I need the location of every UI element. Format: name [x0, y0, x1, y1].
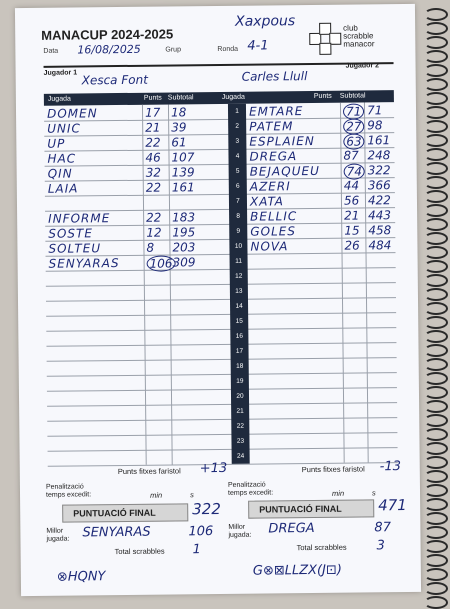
p2-sub: 484 [368, 238, 392, 253]
round-label: Ronda [217, 45, 239, 53]
row-number: 7 [236, 197, 240, 205]
row-number: 14 [235, 302, 243, 310]
p1-best-word: SENYARAS [82, 524, 151, 541]
p1-penalty-label: Penalització temps excedit: [45, 483, 92, 499]
p1-pts: 22 [145, 135, 161, 150]
p1-sub: 61 [171, 135, 187, 150]
row-number: 17 [235, 347, 244, 355]
p1-word: LAIA [47, 181, 79, 196]
row-number: 19 [236, 377, 244, 385]
p2-word: NOVA [250, 239, 289, 254]
p2-sub: 458 [368, 223, 392, 238]
p1-pts: 22 [146, 210, 162, 225]
p2-pts: 26 [344, 238, 360, 253]
p1-final-score: 322 [192, 499, 221, 519]
p1-word: DOMEN [46, 106, 98, 121]
row-number: 2 [235, 122, 240, 130]
p2-word: XATA [249, 194, 285, 209]
p2-penalty-label: Penalització temps excedit: [227, 481, 274, 497]
p1-sub: 183 [172, 210, 196, 225]
p1-sub: 203 [172, 240, 196, 255]
p2-best-word: DREGA [268, 521, 315, 537]
p2-best-label: Millor jugada: [228, 523, 252, 539]
p1-pts: 46 [145, 150, 161, 165]
p1-sub: 309 [172, 255, 196, 270]
p2-sub: 443 [368, 208, 392, 223]
player1-name: Xesca Font [81, 72, 148, 88]
row-number: 22 [236, 422, 244, 430]
date-label: Data [43, 47, 59, 55]
p1-word: UP [47, 136, 66, 151]
p2-word: BEJAQUEU [249, 163, 320, 179]
p2-word: AZERI [249, 179, 291, 194]
p1-sub: 161 [171, 180, 195, 195]
row-number: 15 [235, 317, 243, 325]
row-number: 9 [236, 227, 241, 235]
p1-s-label: s [189, 490, 194, 500]
p1-pts: 12 [146, 225, 162, 240]
p2-best-points: 87 [374, 520, 392, 536]
p2-pts: 56 [343, 193, 360, 208]
score-grid [44, 102, 398, 466]
p2-sub: 422 [367, 193, 391, 208]
p2-pts: 74 [344, 163, 365, 179]
p1-scrabbles: 1 [192, 542, 201, 558]
p2-final-label: PUNTUACIÓ FINAL [248, 499, 374, 518]
page-title: MANACUP 2024-2025 [41, 26, 174, 43]
p2-s-label: s [371, 488, 376, 498]
p1-pts: 106 [147, 255, 176, 271]
p2-sub: 322 [367, 163, 391, 178]
club-name: club scrabble manacor [343, 23, 375, 49]
p1-pts: 8 [146, 240, 155, 255]
p1-rack-label: Punts fitxes faristol [117, 466, 181, 477]
p2-pts: 71 [343, 103, 364, 119]
p1-scrabbles-label: Total scrabbles [114, 546, 165, 557]
p1-word: SOSTE [48, 226, 93, 241]
p2-rack-label: Punts fitxes faristol [301, 464, 365, 475]
p2-sub: 161 [367, 133, 391, 148]
p2-word: PATEM [249, 119, 294, 134]
p2-word: GOLES [250, 224, 296, 239]
row-number: 23 [236, 437, 245, 445]
spiral-binding [420, 0, 448, 600]
p1-pts: 21 [145, 120, 161, 135]
p2-min-label: min [331, 488, 345, 498]
p1-final-label: PUNTUACIÓ FINAL [62, 503, 188, 522]
p1-sub: 18 [170, 105, 187, 120]
p2-rack-points: -13 [379, 459, 402, 475]
row-number: 5 [235, 167, 240, 175]
row-number: 21 [236, 407, 244, 415]
row-number: 20 [236, 392, 244, 400]
p1-sub: 39 [171, 120, 187, 135]
row-number: 11 [235, 257, 243, 265]
group-label: Grup [165, 46, 181, 54]
table-header: Jugada Punts Subtotal Jugada Punts Subtotal [44, 90, 394, 106]
player2-name: Carles Llull [241, 69, 308, 84]
p1-rack-points: +13 [199, 460, 228, 477]
p1-word: SOLTEU [48, 241, 102, 256]
p1-word: INFORME [48, 211, 111, 226]
p1-pts: 22 [145, 180, 162, 195]
p2-pts: 15 [344, 223, 360, 238]
p2-word: DREGA [249, 149, 298, 164]
p2-final-score: 471 [378, 496, 407, 515]
p2-word: EMTARE [248, 104, 304, 119]
p1-best-points: 106 [188, 524, 214, 540]
p2-pts: 21 [344, 208, 360, 223]
p2-pts: 87 [343, 148, 359, 163]
row-number-column [228, 104, 250, 464]
p1-word: SENYARAS [48, 256, 120, 271]
p1-word: QIN [47, 166, 73, 181]
round-value: 4-1 [247, 38, 269, 54]
p1-min-label: min [149, 490, 163, 500]
p1-best-label: Millor jugada: [46, 527, 70, 543]
row-number: 1 [235, 107, 239, 115]
player2-label: Jugador 2 [345, 62, 380, 70]
p2-sub: 98 [367, 118, 383, 133]
p1-word: UNIC [47, 121, 81, 136]
row-number: 8 [236, 212, 240, 220]
row-number: 13 [235, 287, 243, 295]
row-number: 10 [234, 242, 243, 250]
player1-label: Jugador 1 [43, 69, 78, 77]
p1-rack-letters: ⊗HQNY [56, 569, 106, 585]
p2-sub: 248 [367, 148, 391, 163]
row-number: 24 [236, 452, 245, 460]
row-number: 6 [235, 182, 240, 190]
row-number: 3 [235, 137, 240, 145]
p1-word: HAC [47, 151, 77, 166]
p2-sub: 71 [366, 103, 383, 118]
p2-word: ESPLAIEN [249, 133, 315, 149]
row-number: 12 [235, 272, 243, 280]
p1-sub: 195 [172, 225, 196, 240]
p2-sub: 366 [367, 178, 391, 193]
row-number: 4 [235, 152, 240, 160]
p2-pts: 27 [343, 118, 364, 134]
p2-pts: 44 [343, 178, 360, 193]
signature: Xaxpous [235, 13, 296, 30]
p1-sub: 107 [171, 150, 195, 165]
p2-rack-letters: G⊗⊠LLZX(J⊡) [252, 562, 342, 579]
p2-pts: 63 [343, 133, 364, 149]
date-value: 16/08/2025 [77, 42, 141, 57]
p2-word: BELLIC [250, 209, 298, 224]
row-number: 18 [236, 362, 244, 370]
row-number: 16 [235, 332, 244, 340]
score-sheet [15, 4, 421, 596]
p2-scrabbles-label: Total scrabbles [296, 542, 347, 553]
p1-sub: 139 [171, 165, 195, 180]
p2-scrabbles: 3 [376, 538, 385, 554]
p1-pts: 17 [144, 105, 161, 120]
p1-pts: 32 [145, 165, 162, 180]
